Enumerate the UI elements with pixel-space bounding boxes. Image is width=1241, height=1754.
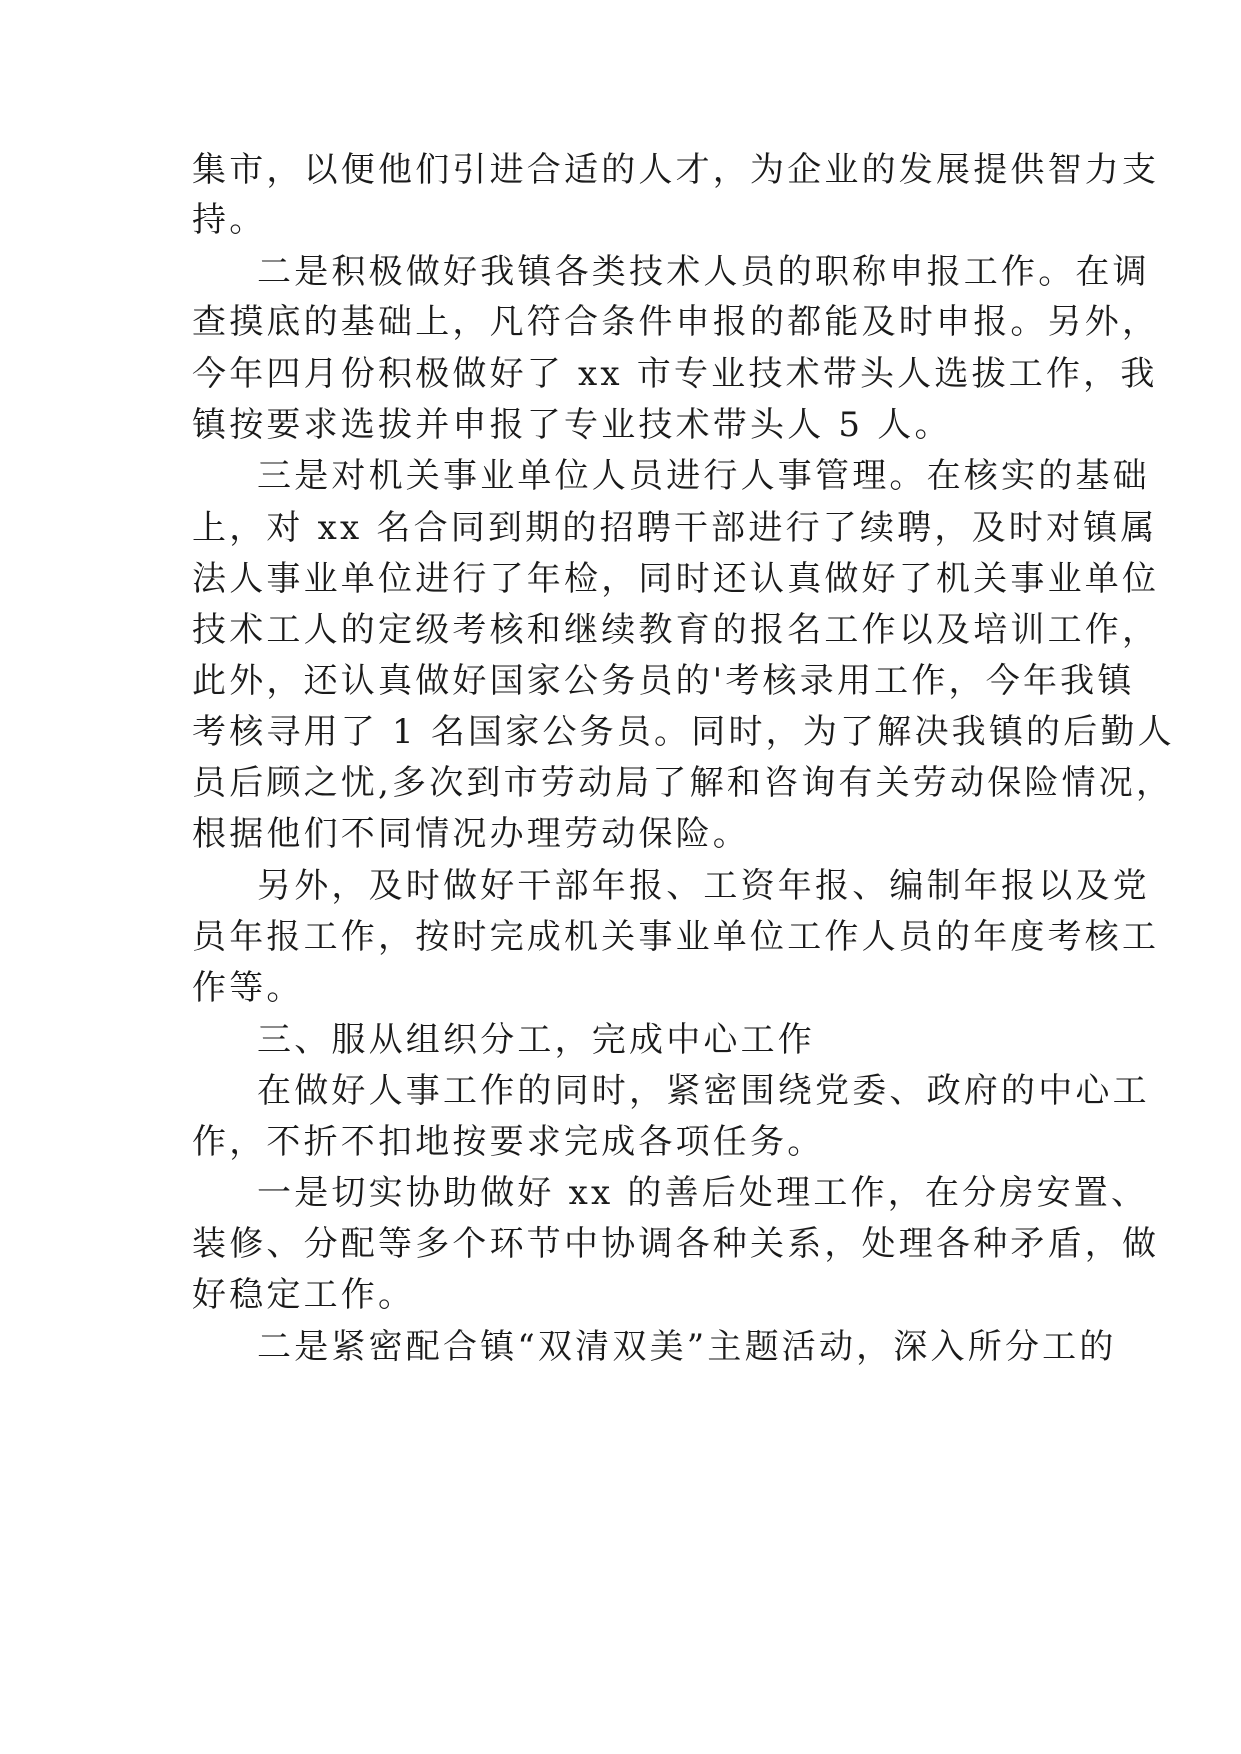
paragraph-start-line: 一是切实协助做好 xx 的善后处理工作，在分房安置、 <box>257 1173 1149 1213</box>
text-line: 今年四月份积极做好了 xx 市专业技术带头人选拔工作，我 <box>192 354 1158 394</box>
text-line: 装修、分配等多个环节中协调各种关系，处理各种矛盾，做 <box>192 1224 1160 1264</box>
paragraph-start-line: 在做好人事工作的同时，紧密围绕党委、政府的中心工 <box>257 1071 1150 1111</box>
paragraph-start-line: 三是对机关事业单位人员进行人事管理。在核实的基础 <box>257 456 1150 496</box>
text-line: 根据他们不同情况办理劳动保险。 <box>192 814 750 854</box>
text-line: 此外，还认真做好国家公务员的'考核录用工作，今年我镇 <box>192 661 1135 701</box>
text-line: 上，对 xx 名合同到期的招聘干部进行了续聘，及时对镇属 <box>192 508 1158 548</box>
text-line: 作等。 <box>192 968 304 1008</box>
text-line: 员后顾之忧,多次到市劳动局了解和咨询有关劳动保险情况， <box>192 763 1174 803</box>
text-line: 好稳定工作。 <box>192 1275 416 1315</box>
text-line: 员年报工作，按时完成机关事业单位工作人员的年度考核工 <box>192 917 1160 957</box>
text-line: 查摸底的基础上，凡符合条件申报的都能及时申报。另外， <box>192 302 1160 342</box>
text-line: 法人事业单位进行了年检，同时还认真做好了机关事业单位 <box>192 559 1160 599</box>
paragraph-start-line: 二是紧密配合镇“双清双美”主题活动，深入所分工的 <box>257 1327 1117 1367</box>
section-heading: 三、服从组织分工，完成中心工作 <box>257 1020 815 1060</box>
text-line: 考核寻用了 1 名国家公务员。同时，为了解决我镇的后勤人 <box>192 712 1175 752</box>
paragraph-start-line: 另外，及时做好干部年报、工资年报、编制年报以及党 <box>257 866 1150 906</box>
text-line: 镇按要求选拔并申报了专业技术带头人 5 人。 <box>192 405 952 445</box>
text-line: 集市，以便他们引进合适的人才，为企业的发展提供智力支 <box>192 150 1160 190</box>
paragraph-start-line: 二是积极做好我镇各类技术人员的职称申报工作。在调 <box>257 252 1150 292</box>
text-line: 技术工人的定级考核和继续教育的报名工作以及培训工作， <box>192 610 1160 650</box>
text-line: 作，不折不扣地按要求完成各项任务。 <box>192 1122 825 1162</box>
text-line: 持。 <box>192 200 267 240</box>
